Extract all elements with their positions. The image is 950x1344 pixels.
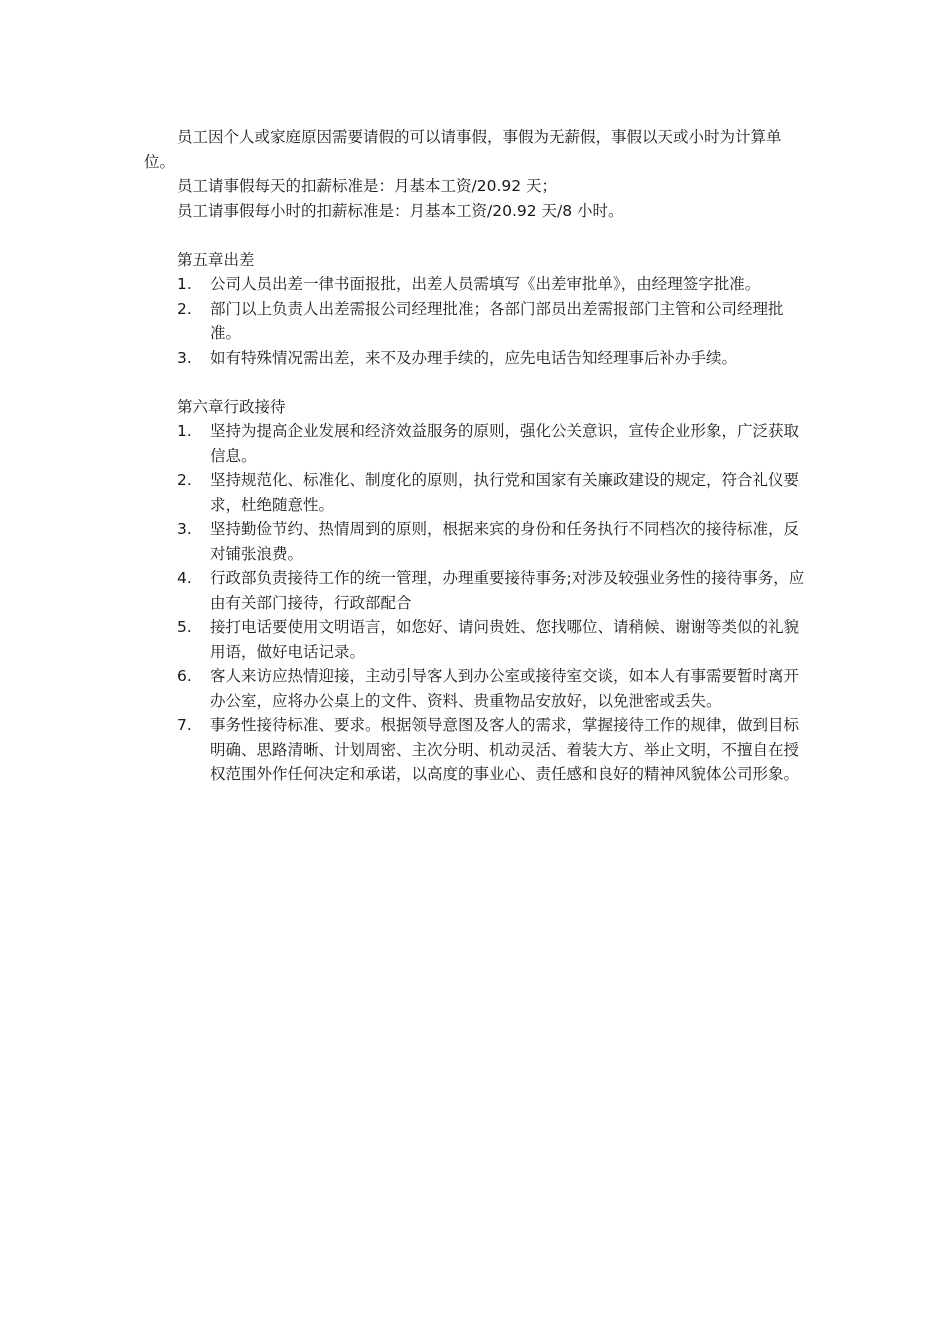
list-item	[144, 713, 812, 787]
chapter-list	[144, 272, 812, 370]
list-item	[144, 615, 812, 664]
list-number: 1.	[177, 275, 192, 293]
list-number: 3.	[177, 348, 192, 367]
list-number: 6.	[177, 667, 192, 685]
spacer	[144, 223, 812, 248]
list-number: 7.	[177, 716, 192, 734]
spacer	[144, 370, 812, 395]
list-number: 2.	[177, 471, 192, 489]
list-text: 事务性接待标准、要求。根据领导意图及客人的需求，掌握接待工作的规律，做到目标明确、思路清晰、计划周密、主次分明、机动灵活、着装大方、举止文明，不擅自在授权范围外作任何决定和承诺，以高度的事业心、责任感和良好的精神风貌体公司形象。	[210, 716, 800, 783]
list-number: 5.	[177, 618, 192, 636]
list-number: 1.	[177, 422, 192, 440]
list-text: 坚持为提高企业发展和经济效益服务的原则，强化公关意识，宣传企业形象，广泛获取信息。	[210, 422, 800, 465]
list-item	[144, 346, 812, 371]
list-number: 2.	[177, 299, 192, 318]
list-item	[144, 419, 812, 468]
list-text: 接打电话要使用文明语言，如您好、请问贵姓、您找哪位、请稍候、谢谢等类似的礼貌用语，做好电话记录。	[210, 618, 800, 661]
list-text: 行政部负责接待工作的统一管理，办理重要接待事务;对涉及较强业务性的接待事务，应由有关部门接待，行政部配合	[210, 569, 805, 612]
list-number: 4.	[177, 569, 192, 587]
list-number: 3.	[177, 520, 192, 538]
list-item	[144, 272, 812, 297]
chapter-heading: 第五章出差	[177, 250, 255, 269]
document-body	[144, 125, 812, 787]
list-text: 公司人员出差一律书面报批，出差人员需填写《出差审批单》，由经理签字批准。	[210, 275, 761, 293]
chapter-heading: 第六章行政接待	[177, 397, 286, 416]
list-text: 客人来访应热情迎接，主动引导客人到办公室或接待室交谈，如本人有事需要暂时离开办公室，应将办公桌上的文件、资料、贵重物品安放好，以免泄密或丢失。	[210, 667, 800, 710]
list-text: 部门以上负责人出差需报公司经理批准；各部门部员出差需报部门主管和公司经理批准。	[210, 299, 784, 342]
list-item	[144, 566, 812, 615]
chapter-list	[144, 419, 812, 787]
list-item	[144, 517, 812, 566]
intro-paragraph: 员工因个人或家庭原因需要请假的可以请事假，事假为无薪假，事假以天或小时为计算单位。	[144, 128, 782, 171]
list-item	[144, 297, 812, 346]
list-item	[144, 468, 812, 517]
intro-paragraph: 员工请事假每天的扣薪标准是：月基本工资/20.92 天；	[177, 177, 558, 195]
intro-paragraph: 员工请事假每小时的扣薪标准是：月基本工资/20.92 天/8 小时。	[177, 201, 624, 220]
list-text: 坚持勤俭节约、热情周到的原则，根据来宾的身份和任务执行不同档次的接待标准，反对铺张浪费。	[210, 520, 800, 563]
list-item	[144, 664, 812, 713]
list-text: 坚持规范化、标准化、制度化的原则，执行党和国家有关廉政建设的规定，符合礼仪要求，杜绝随意性。	[210, 471, 800, 514]
list-text: 如有特殊情况需出差，来不及办理手续的，应先电话告知经理事后补办手续。	[210, 348, 738, 367]
